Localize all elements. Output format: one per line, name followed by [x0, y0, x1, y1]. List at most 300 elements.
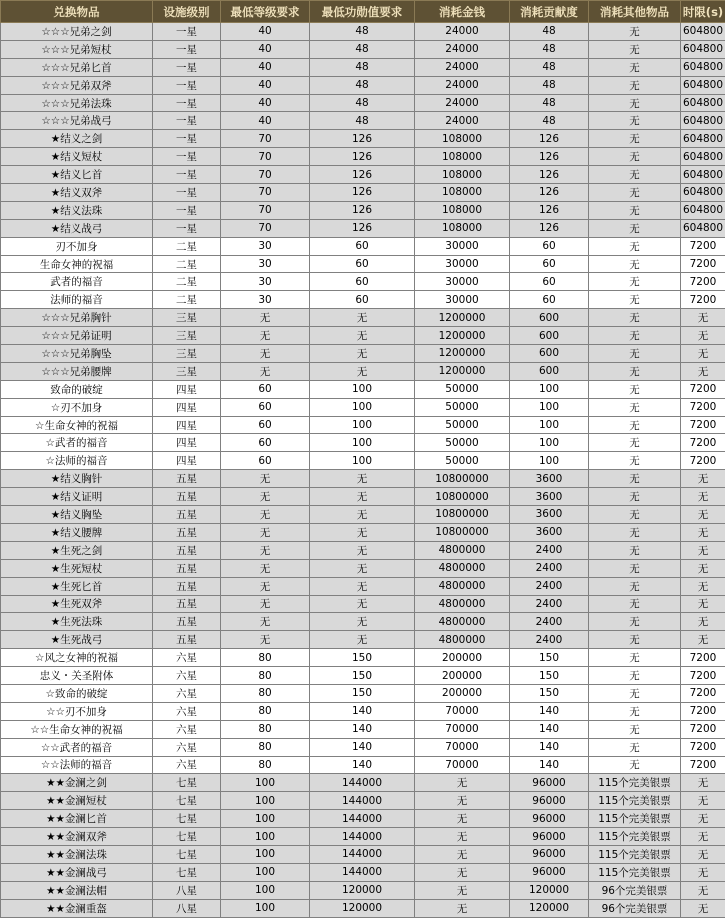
cell-item: ★结义双斧: [1, 184, 153, 202]
cell-facility-level: 二星: [153, 291, 221, 309]
cell-facility-level: 六星: [153, 702, 221, 720]
table-row: [1, 291, 725, 309]
cell-time-limit: 无: [681, 523, 725, 541]
cell-time-limit: 无: [681, 810, 725, 828]
cell-money-cost: 无: [415, 792, 510, 810]
cell-money-cost: 无: [415, 774, 510, 792]
cell-contribution-cost: 96000: [510, 845, 589, 863]
cell-money-cost: 70000: [415, 702, 510, 720]
cell-contribution-cost: 96000: [510, 810, 589, 828]
cell-min-level: 30: [221, 237, 310, 255]
cell-other-items: 无: [589, 702, 681, 720]
table-row: [1, 684, 725, 702]
cell-item: ★生死法珠: [1, 613, 153, 631]
cell-facility-level: 四星: [153, 452, 221, 470]
cell-min-merit: 48: [310, 23, 415, 41]
cell-money-cost: 24000: [415, 76, 510, 94]
cell-other-items: 无: [589, 166, 681, 184]
table-row: [1, 559, 725, 577]
cell-item: ☆☆☆兄弟双斧: [1, 76, 153, 94]
table-row: [1, 845, 725, 863]
cell-facility-level: 二星: [153, 255, 221, 273]
cell-facility-level: 六星: [153, 684, 221, 702]
cell-contribution-cost: 48: [510, 40, 589, 58]
table-row: [1, 23, 725, 41]
cell-money-cost: 108000: [415, 130, 510, 148]
cell-min-merit: 无: [310, 362, 415, 380]
cell-min-level: 80: [221, 684, 310, 702]
cell-time-limit: 7200: [681, 273, 725, 291]
cell-min-level: 无: [221, 595, 310, 613]
cell-time-limit: 无: [681, 595, 725, 613]
cell-min-merit: 无: [310, 488, 415, 506]
cell-money-cost: 108000: [415, 184, 510, 202]
cell-money-cost: 70000: [415, 738, 510, 756]
table-row: [1, 774, 725, 792]
cell-other-items: 无: [589, 327, 681, 345]
cell-other-items: 无: [589, 559, 681, 577]
cell-money-cost: 108000: [415, 219, 510, 237]
cell-min-level: 无: [221, 541, 310, 559]
cell-item: ★结义胸针: [1, 470, 153, 488]
table-row: [1, 166, 725, 184]
cell-facility-level: 六星: [153, 720, 221, 738]
cell-money-cost: 24000: [415, 94, 510, 112]
cell-min-merit: 无: [310, 559, 415, 577]
cell-contribution-cost: 140: [510, 720, 589, 738]
cell-time-limit: 无: [681, 362, 725, 380]
cell-time-limit: 无: [681, 541, 725, 559]
cell-facility-level: 三星: [153, 345, 221, 363]
cell-min-merit: 无: [310, 613, 415, 631]
cell-time-limit: 7200: [681, 255, 725, 273]
cell-min-merit: 100: [310, 398, 415, 416]
cell-item: ☆生命女神的祝福: [1, 416, 153, 434]
cell-min-merit: 60: [310, 237, 415, 255]
cell-min-merit: 150: [310, 684, 415, 702]
cell-min-level: 无: [221, 309, 310, 327]
table-row: [1, 40, 725, 58]
cell-min-merit: 48: [310, 76, 415, 94]
cell-contribution-cost: 126: [510, 148, 589, 166]
table-row: [1, 792, 725, 810]
cell-item: ★★金澜法帽: [1, 881, 153, 899]
cell-time-limit: 无: [681, 559, 725, 577]
cell-facility-level: 一星: [153, 201, 221, 219]
table-row: [1, 130, 725, 148]
cell-min-level: 无: [221, 362, 310, 380]
cell-min-level: 无: [221, 470, 310, 488]
table-row: [1, 738, 725, 756]
cell-min-level: 70: [221, 184, 310, 202]
cell-min-level: 无: [221, 523, 310, 541]
cell-min-level: 60: [221, 398, 310, 416]
cell-facility-level: 一星: [153, 130, 221, 148]
cell-item: ☆☆☆兄弟法珠: [1, 94, 153, 112]
cell-facility-level: 五星: [153, 470, 221, 488]
cell-money-cost: 10800000: [415, 470, 510, 488]
cell-facility-level: 六星: [153, 738, 221, 756]
cell-money-cost: 30000: [415, 291, 510, 309]
cell-money-cost: 70000: [415, 756, 510, 774]
cell-time-limit: 7200: [681, 738, 725, 756]
cell-time-limit: 604800: [681, 130, 725, 148]
cell-item: ☆☆☆兄弟战弓: [1, 112, 153, 130]
cell-contribution-cost: 2400: [510, 595, 589, 613]
cell-other-items: 无: [589, 541, 681, 559]
cell-other-items: 无: [589, 237, 681, 255]
cell-min-merit: 无: [310, 577, 415, 595]
cell-min-merit: 126: [310, 184, 415, 202]
cell-other-items: 无: [589, 184, 681, 202]
cell-other-items: 无: [589, 94, 681, 112]
cell-contribution-cost: 2400: [510, 559, 589, 577]
cell-item: ☆武者的福音: [1, 434, 153, 452]
cell-time-limit: 7200: [681, 416, 725, 434]
cell-contribution-cost: 600: [510, 327, 589, 345]
cell-facility-level: 八星: [153, 881, 221, 899]
cell-min-level: 无: [221, 506, 310, 524]
table-body: [1, 23, 725, 918]
cell-other-items: 无: [589, 470, 681, 488]
cell-min-level: 80: [221, 738, 310, 756]
cell-money-cost: 108000: [415, 148, 510, 166]
cell-contribution-cost: 140: [510, 756, 589, 774]
cell-min-level: 100: [221, 774, 310, 792]
cell-item: ☆☆☆兄弟胸坠: [1, 345, 153, 363]
cell-min-level: 无: [221, 631, 310, 649]
cell-time-limit: 7200: [681, 756, 725, 774]
cell-time-limit: 7200: [681, 702, 725, 720]
cell-contribution-cost: 3600: [510, 488, 589, 506]
table-row: [1, 541, 725, 559]
cell-contribution-cost: 60: [510, 273, 589, 291]
cell-item: 致命的破绽: [1, 380, 153, 398]
cell-time-limit: 604800: [681, 184, 725, 202]
table-row: [1, 595, 725, 613]
cell-item: ★★金澜重盔: [1, 899, 153, 917]
cell-other-items: 无: [589, 684, 681, 702]
cell-min-merit: 140: [310, 702, 415, 720]
cell-contribution-cost: 150: [510, 649, 589, 667]
cell-other-items: 无: [589, 58, 681, 76]
cell-time-limit: 7200: [681, 684, 725, 702]
cell-money-cost: 30000: [415, 255, 510, 273]
cell-contribution-cost: 48: [510, 94, 589, 112]
cell-facility-level: 五星: [153, 523, 221, 541]
cell-contribution-cost: 100: [510, 380, 589, 398]
cell-time-limit: 604800: [681, 166, 725, 184]
cell-item: ☆刃不加身: [1, 398, 153, 416]
cell-item: ☆☆☆兄弟胸针: [1, 309, 153, 327]
cell-money-cost: 4800000: [415, 595, 510, 613]
table-row: [1, 309, 725, 327]
cell-other-items: 115个完美银票: [589, 863, 681, 881]
cell-contribution-cost: 3600: [510, 523, 589, 541]
cell-contribution-cost: 60: [510, 255, 589, 273]
header-money-cost: 消耗金钱: [415, 1, 510, 23]
cell-contribution-cost: 48: [510, 58, 589, 76]
cell-item: ☆☆☆兄弟腰牌: [1, 362, 153, 380]
cell-other-items: 无: [589, 595, 681, 613]
table-row: [1, 756, 725, 774]
cell-other-items: 无: [589, 488, 681, 506]
cell-min-merit: 120000: [310, 881, 415, 899]
cell-min-merit: 48: [310, 58, 415, 76]
cell-contribution-cost: 150: [510, 684, 589, 702]
table-row: [1, 76, 725, 94]
cell-facility-level: 五星: [153, 613, 221, 631]
cell-time-limit: 无: [681, 828, 725, 846]
cell-money-cost: 70000: [415, 720, 510, 738]
cell-contribution-cost: 96000: [510, 863, 589, 881]
cell-time-limit: 无: [681, 774, 725, 792]
cell-item: ★结义匕首: [1, 166, 153, 184]
header-facility-level: 设施级别: [153, 1, 221, 23]
cell-time-limit: 7200: [681, 380, 725, 398]
cell-item: ☆☆刃不加身: [1, 702, 153, 720]
cell-time-limit: 604800: [681, 58, 725, 76]
cell-min-level: 80: [221, 702, 310, 720]
table-row: [1, 434, 725, 452]
cell-contribution-cost: 126: [510, 130, 589, 148]
cell-facility-level: 三星: [153, 362, 221, 380]
cell-item: ★★金澜之剑: [1, 774, 153, 792]
cell-item: ★生死之剑: [1, 541, 153, 559]
cell-item: ☆法师的福音: [1, 452, 153, 470]
table-row: [1, 881, 725, 899]
cell-min-level: 100: [221, 845, 310, 863]
cell-min-merit: 48: [310, 40, 415, 58]
cell-other-items: 115个完美银票: [589, 828, 681, 846]
cell-facility-level: 一星: [153, 94, 221, 112]
cell-item: ★★金澜法珠: [1, 845, 153, 863]
cell-item: ★★金澜匕首: [1, 810, 153, 828]
cell-facility-level: 四星: [153, 416, 221, 434]
cell-min-merit: 无: [310, 523, 415, 541]
cell-min-level: 无: [221, 613, 310, 631]
table-row: [1, 273, 725, 291]
table-row: [1, 327, 725, 345]
cell-item: ★结义法珠: [1, 201, 153, 219]
cell-min-level: 80: [221, 720, 310, 738]
cell-other-items: 无: [589, 380, 681, 398]
cell-money-cost: 4800000: [415, 541, 510, 559]
header-row: [1, 1, 725, 23]
cell-min-level: 60: [221, 416, 310, 434]
cell-money-cost: 200000: [415, 684, 510, 702]
header-min-merit: 最低功勋值要求: [310, 1, 415, 23]
table-row: [1, 523, 725, 541]
cell-item: ★★金澜双斧: [1, 828, 153, 846]
header-time-limit: 时限(s): [681, 1, 725, 23]
cell-min-merit: 100: [310, 416, 415, 434]
cell-time-limit: 无: [681, 488, 725, 506]
cell-facility-level: 一星: [153, 166, 221, 184]
cell-other-items: 无: [589, 631, 681, 649]
table-row: [1, 863, 725, 881]
cell-facility-level: 七星: [153, 810, 221, 828]
cell-min-level: 40: [221, 94, 310, 112]
cell-other-items: 96个完美银票: [589, 881, 681, 899]
cell-facility-level: 五星: [153, 595, 221, 613]
cell-item: 刃不加身: [1, 237, 153, 255]
cell-facility-level: 七星: [153, 863, 221, 881]
cell-facility-level: 七星: [153, 845, 221, 863]
cell-item: ☆风之女神的祝福: [1, 649, 153, 667]
cell-other-items: 无: [589, 362, 681, 380]
cell-item: ★生死匕首: [1, 577, 153, 595]
cell-min-level: 40: [221, 40, 310, 58]
cell-other-items: 115个完美银票: [589, 810, 681, 828]
table-row: [1, 184, 725, 202]
cell-contribution-cost: 2400: [510, 613, 589, 631]
cell-min-level: 100: [221, 899, 310, 917]
table-row: [1, 828, 725, 846]
cell-contribution-cost: 126: [510, 184, 589, 202]
cell-contribution-cost: 96000: [510, 792, 589, 810]
cell-min-level: 无: [221, 345, 310, 363]
cell-facility-level: 六星: [153, 756, 221, 774]
cell-time-limit: 604800: [681, 219, 725, 237]
header-item: 兑换物品: [1, 1, 153, 23]
table-row: [1, 237, 725, 255]
cell-min-level: 80: [221, 667, 310, 685]
cell-other-items: 115个完美银票: [589, 792, 681, 810]
cell-item: ★结义短杖: [1, 148, 153, 166]
cell-item: ☆☆法师的福音: [1, 756, 153, 774]
cell-min-merit: 60: [310, 291, 415, 309]
cell-min-level: 100: [221, 881, 310, 899]
table-row: [1, 201, 725, 219]
table-row: [1, 613, 725, 631]
cell-min-level: 无: [221, 488, 310, 506]
cell-time-limit: 无: [681, 577, 725, 595]
cell-time-limit: 无: [681, 470, 725, 488]
cell-facility-level: 五星: [153, 541, 221, 559]
table-row: [1, 452, 725, 470]
cell-min-merit: 120000: [310, 899, 415, 917]
table-row: [1, 488, 725, 506]
cell-min-level: 无: [221, 577, 310, 595]
cell-money-cost: 24000: [415, 112, 510, 130]
cell-facility-level: 二星: [153, 273, 221, 291]
cell-time-limit: 7200: [681, 398, 725, 416]
cell-time-limit: 无: [681, 345, 725, 363]
cell-money-cost: 50000: [415, 452, 510, 470]
cell-contribution-cost: 600: [510, 362, 589, 380]
cell-min-merit: 无: [310, 631, 415, 649]
cell-facility-level: 五星: [153, 559, 221, 577]
cell-contribution-cost: 48: [510, 76, 589, 94]
cell-money-cost: 4800000: [415, 613, 510, 631]
cell-facility-level: 四星: [153, 434, 221, 452]
cell-min-level: 30: [221, 291, 310, 309]
cell-min-merit: 150: [310, 667, 415, 685]
cell-item: 忠义・关圣附体: [1, 667, 153, 685]
cell-min-level: 80: [221, 756, 310, 774]
cell-min-level: 70: [221, 166, 310, 184]
cell-facility-level: 四星: [153, 380, 221, 398]
cell-min-level: 60: [221, 452, 310, 470]
cell-money-cost: 4800000: [415, 577, 510, 595]
cell-other-items: 无: [589, 577, 681, 595]
cell-money-cost: 4800000: [415, 631, 510, 649]
cell-item: 生命女神的祝福: [1, 255, 153, 273]
cell-other-items: 无: [589, 219, 681, 237]
cell-time-limit: 无: [681, 863, 725, 881]
cell-min-level: 40: [221, 76, 310, 94]
cell-facility-level: 三星: [153, 327, 221, 345]
cell-item: ☆☆☆兄弟短杖: [1, 40, 153, 58]
cell-other-items: 无: [589, 273, 681, 291]
cell-facility-level: 六星: [153, 649, 221, 667]
cell-min-merit: 无: [310, 541, 415, 559]
cell-min-level: 70: [221, 201, 310, 219]
cell-other-items: 无: [589, 452, 681, 470]
cell-contribution-cost: 140: [510, 702, 589, 720]
cell-facility-level: 三星: [153, 309, 221, 327]
cell-min-level: 70: [221, 130, 310, 148]
cell-facility-level: 一星: [153, 23, 221, 41]
cell-other-items: 96个完美银票: [589, 899, 681, 917]
cell-contribution-cost: 140: [510, 738, 589, 756]
cell-facility-level: 一星: [153, 148, 221, 166]
cell-time-limit: 604800: [681, 76, 725, 94]
cell-min-merit: 48: [310, 112, 415, 130]
cell-min-merit: 100: [310, 452, 415, 470]
cell-money-cost: 10800000: [415, 488, 510, 506]
cell-contribution-cost: 48: [510, 112, 589, 130]
cell-money-cost: 10800000: [415, 523, 510, 541]
cell-time-limit: 无: [681, 506, 725, 524]
cell-facility-level: 四星: [153, 398, 221, 416]
cell-money-cost: 10800000: [415, 506, 510, 524]
cell-facility-level: 一星: [153, 40, 221, 58]
table-row: [1, 810, 725, 828]
cell-other-items: 115个完美银票: [589, 774, 681, 792]
cell-time-limit: 7200: [681, 667, 725, 685]
cell-money-cost: 1200000: [415, 362, 510, 380]
cell-min-merit: 60: [310, 273, 415, 291]
cell-other-items: 无: [589, 416, 681, 434]
cell-money-cost: 24000: [415, 40, 510, 58]
cell-time-limit: 7200: [681, 237, 725, 255]
cell-min-level: 40: [221, 112, 310, 130]
cell-min-level: 100: [221, 810, 310, 828]
cell-min-level: 30: [221, 273, 310, 291]
cell-min-level: 60: [221, 434, 310, 452]
table-row: [1, 416, 725, 434]
cell-time-limit: 无: [681, 845, 725, 863]
cell-min-merit: 144000: [310, 792, 415, 810]
cell-min-level: 70: [221, 148, 310, 166]
cell-other-items: 无: [589, 76, 681, 94]
cell-facility-level: 一星: [153, 219, 221, 237]
cell-other-items: 无: [589, 523, 681, 541]
cell-contribution-cost: 60: [510, 291, 589, 309]
table-row: [1, 112, 725, 130]
cell-min-merit: 126: [310, 201, 415, 219]
cell-min-level: 100: [221, 792, 310, 810]
cell-other-items: 115个完美银票: [589, 845, 681, 863]
header-min-level: 最低等级要求: [221, 1, 310, 23]
cell-min-level: 100: [221, 828, 310, 846]
cell-min-merit: 无: [310, 327, 415, 345]
cell-time-limit: 604800: [681, 23, 725, 41]
cell-contribution-cost: 48: [510, 23, 589, 41]
cell-contribution-cost: 100: [510, 416, 589, 434]
